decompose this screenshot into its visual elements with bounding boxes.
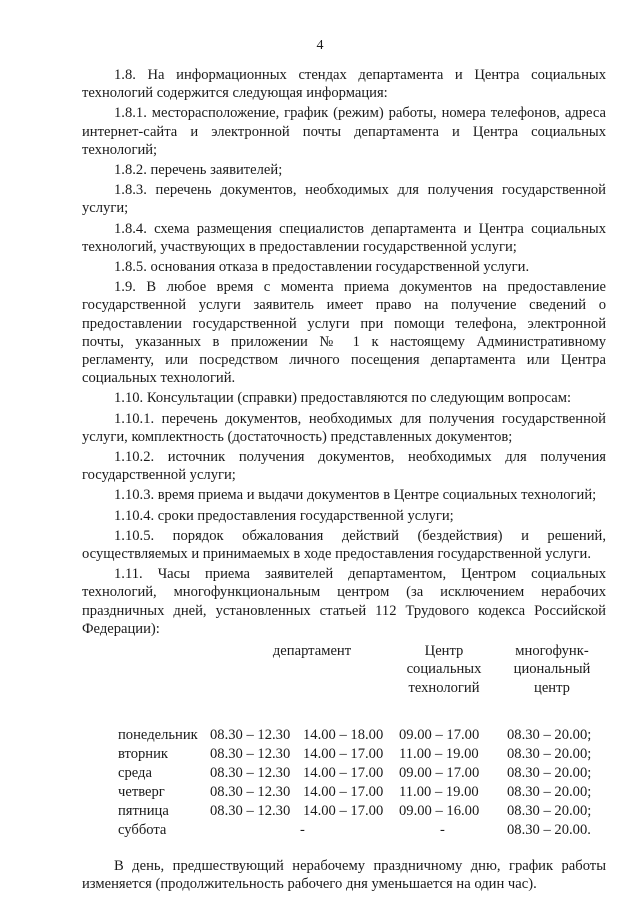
header-center [394,642,494,697]
dep-afternoon-hours: 14.00 – 18.00 [303,727,384,744]
day-label: пятница [118,803,169,820]
paragraph-1-10-3: 1.10.3. время приема и выдачи документов в Центре социальных технологий; [114,487,597,504]
day-label: среда [118,765,152,782]
paragraph-1-11: 1.11. Часы приема заявителей департаментом, Центром социальных технологий, многофункциональным центром (за исключением нерабочих праздничных дней, установленных статьей 112 Трудового кодекса Российской Федерации): [82,566,606,637]
mfc-hours: 08.30 – 20.00; [507,803,592,820]
dep-afternoon-hours: 14.00 – 17.00 [303,746,384,763]
paragraph-1-10: 1.10. Консультации (справки) предоставляются по следующим вопросам: [114,390,572,407]
dep-afternoon-hours: 14.00 – 17.00 [303,765,384,782]
paragraph-1-8-3: 1.8.3. перечень документов, необходимых для получения государственной услуги; [82,182,606,217]
mfc-hours: 08.30 – 20.00; [507,727,592,744]
header-center-line-3: технологий [408,679,480,696]
dep-afternoon-hours: - [300,822,305,839]
schedule-table [82,642,606,857]
dep-afternoon-hours: 14.00 – 17.00 [303,803,384,820]
mfc-hours: 08.30 – 20.00; [507,784,592,801]
center-hours: 09.00 – 17.00 [399,765,480,782]
center-hours: 09.00 – 17.00 [399,727,480,744]
day-label: вторник [118,746,169,763]
center-hours: - [440,822,445,839]
mfc-hours: 08.30 – 20.00; [507,746,592,763]
document-body [82,66,606,896]
paragraph-1-8-2: 1.8.2. перечень заявителей; [114,162,283,179]
mfc-hours: 08.30 – 20.00. [507,822,591,839]
paragraph-1-8-4: 1.8.4. схема размещения специалистов департамента и Центра социальных технологий, участвующих в предоставлении государственной услуги; [82,220,606,255]
center-hours: 11.00 – 19.00 [399,746,479,763]
header-department: департамент [272,643,352,660]
header-center-line-1: Центр [424,643,464,660]
day-label: суббота [118,822,167,839]
paragraph-1-10-4: 1.10.4. сроки предоставления государственной услуги; [114,507,454,524]
dep-morning-hours: 08.30 – 12.30 [210,784,291,801]
paragraph-1-8-5: 1.8.5. основания отказа в предоставлении государственной услуги. [114,259,530,276]
dep-morning-hours: 08.30 – 12.30 [210,765,291,782]
day-label: понедельник [118,727,198,744]
dep-afternoon-hours: 14.00 – 17.00 [303,784,384,801]
dep-morning-hours: 08.30 – 12.30 [210,746,291,763]
paragraph-1-10-5: 1.10.5. порядок обжалования действий (бездействия) и решений, осуществляемых и принимаемых в ходе предоставления государственной услуги. [82,527,606,563]
mfc-hours: 08.30 – 20.00; [507,765,592,782]
header-center-line-2: социальных [406,661,482,678]
center-hours: 11.00 – 19.00 [399,784,479,801]
header-mfc-line-2: циональный [513,661,591,678]
page-number: 4 [316,38,324,53]
day-label: четверг [118,784,165,801]
paragraph-1-10-2: 1.10.2. источник получения документов, необходимых для получения государственной услуги; [82,449,606,484]
header-mfc-line-1: многофунк- [515,643,589,660]
paragraph-1-10-1: 1.10.1. перечень документов, необходимых для получения государственной услуги, комплектность (достаточность) представленных документов; [82,410,606,445]
dep-morning-hours: 08.30 – 12.30 [210,803,291,820]
center-hours: 09.00 – 16.00 [399,803,480,820]
header-mfc [500,642,604,697]
header-mfc-line-3: центр [534,679,570,696]
dep-morning-hours: 08.30 – 12.30 [210,727,291,744]
paragraph-1-9: 1.9. В любое время с момента приема документов на предоставление государственной услуги заявитель имеет право на получение сведений о предоставлении государственной услуги при помощи телефона, электронной почты, указанных в приложении № 1 к настоящему Административному регламенту, или посредством личного посещения департамента или Центра социальных технологий. [82,279,606,387]
paragraph-1-8-1: 1.8.1. месторасположение, график (режим) работы, номера телефонов, адреса интернет-сайта и электронной почты департамента и Центра социальных технологий; [82,105,606,158]
paragraph-holiday-note: В день, предшествующий нерабочему праздничному дню, график работы изменяется (продолжительность рабочего дня уменьшается на один час). [82,858,606,893]
paragraph-1-8: 1.8. На информационных стендах департамента и Центра социальных технологий содержится следующая информация: [82,67,606,102]
